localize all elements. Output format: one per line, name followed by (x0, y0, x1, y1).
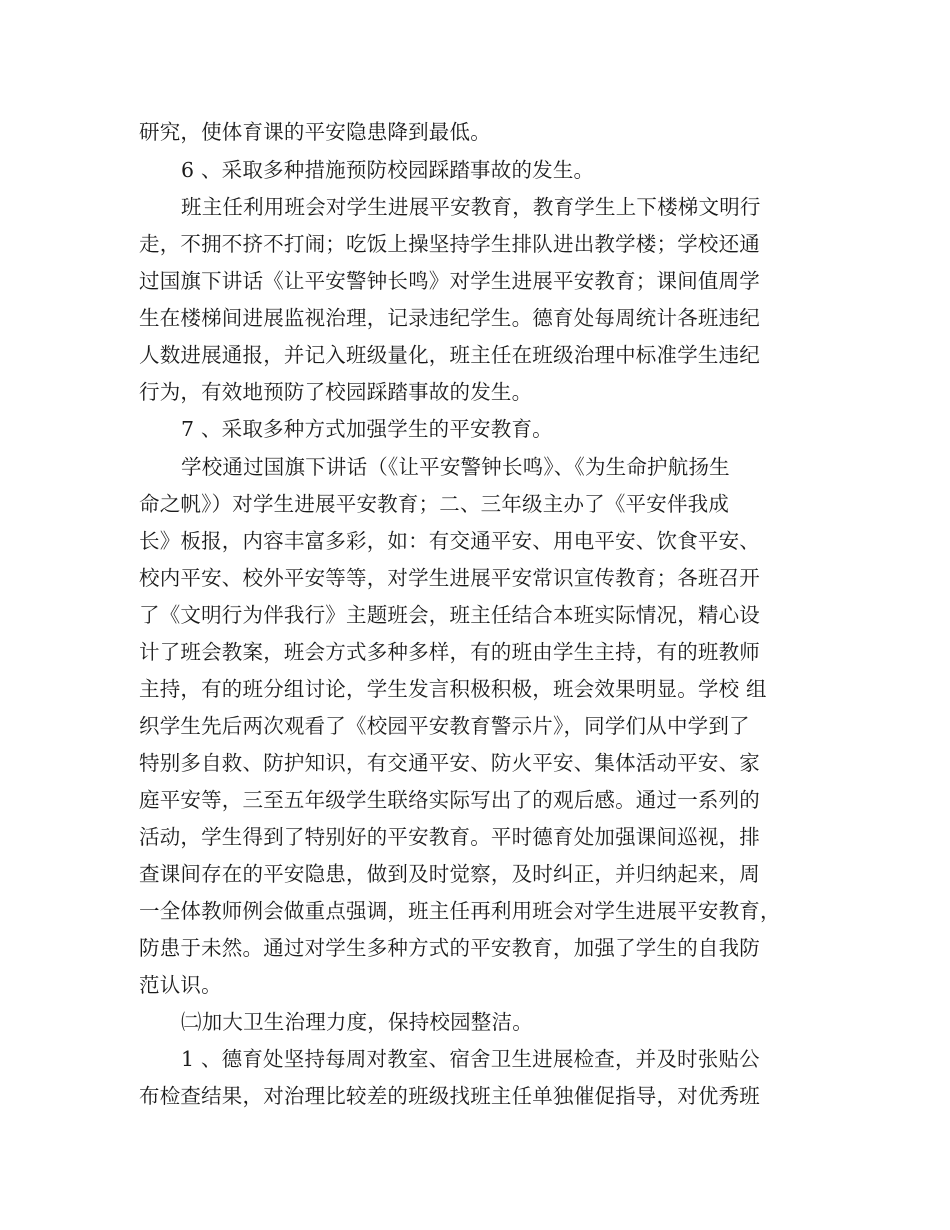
text-line-2: 6 、采取多种措施预防校园踩踏事故的发生。 (181, 158, 595, 182)
text-line-22: 一全体教师例会做重点强调，班主任再利用班会对学生进展平安教育， (139, 899, 781, 923)
text-line-21: 查课间存在的平安隐患，做到及时觉察，及时纠正，并归纳起来，周 (139, 862, 760, 886)
text-line-24: 范认识。 (139, 973, 222, 997)
text-line-4: 走，不拥不挤不打闹；吃饭上操坚持学生排队进出教学楼；学校还通 (139, 232, 760, 256)
text-line-18: 特别多自救、防护知识，有交通平安、防火平安、集体活动平安、家 (139, 751, 760, 775)
text-line-12: 长》板报，内容丰富多彩，如：有交通平安、用电平安、饮食平安、 (139, 529, 760, 553)
text-line-16: 主持，有的班分组讨论，学生发言积极积极，班会效果明显。学校 组 (139, 677, 767, 701)
text-line-5: 过国旗下讲话《让平安警钟长鸣》对学生进展平安教育；课间值周学 (139, 269, 760, 293)
text-line-8: 行为，有效地预防了校园踩踏事故的发生。 (139, 380, 533, 404)
text-line-23: 防患于未然。通过对学生多种方式的平安教育，加强了学生的自我防 (139, 936, 760, 960)
text-line-3: 班主任利用班会对学生进展平安教育，教育学生上下楼梯文明行 (181, 195, 761, 219)
text-line-1: 研究，使体育课的平安隐患降到最低。 (139, 120, 491, 144)
text-line-19: 庭平安等，三至五年级学生联络实际写出了的观后感。通过一系列的 (139, 788, 760, 812)
text-line-20: 活动，学生得到了特别好的平安教育。平时德育处加强课间巡视，排 (139, 825, 760, 849)
text-line-14: 了《文明行为伴我行》主题班会，班主任结合本班实际情况，精心设 (139, 603, 760, 627)
section-heading: ㈡加大卫生治理力度，保持校园整洁。 (181, 1010, 533, 1034)
text-line-6: 生在楼梯间进展监视治理，记录违纪学生。德育处每周统计各班违纪 (139, 306, 760, 330)
text-line-11: 命之帆》）对学生进展平安教育；二、三年级主办了《平安伴我成 (139, 492, 730, 516)
text-line-7: 人数进展通报，并记入班级量化，班主任在班级治理中标准学生违纪 (139, 343, 760, 367)
text-line-9: 7 、采取多种方式加强学生的平安教育。 (181, 417, 553, 441)
text-line-13: 校内平安、校外平安等等，对学生进展平安常识宣传教育；各班召开 (139, 566, 760, 590)
text-line-27: 布检查结果，对治理比较差的班级找班主任单独催促指导，对优秀班 (139, 1084, 760, 1108)
text-line-10: 学校通过国旗下讲话（《让平安警钟长鸣》、《为生命护航扬生 (181, 455, 730, 479)
text-line-15: 计了班会教案，班会方式多种多样，有的班由学生主持，有的班教师 (139, 640, 760, 664)
text-line-26: 1 、德育处坚持每周对教室、宿舍卫生进展检查，并及时张贴公 (181, 1047, 760, 1071)
text-line-17: 织学生先后两次观看了《校园平安教育警示片》，同学们从中学到了 (139, 714, 750, 738)
